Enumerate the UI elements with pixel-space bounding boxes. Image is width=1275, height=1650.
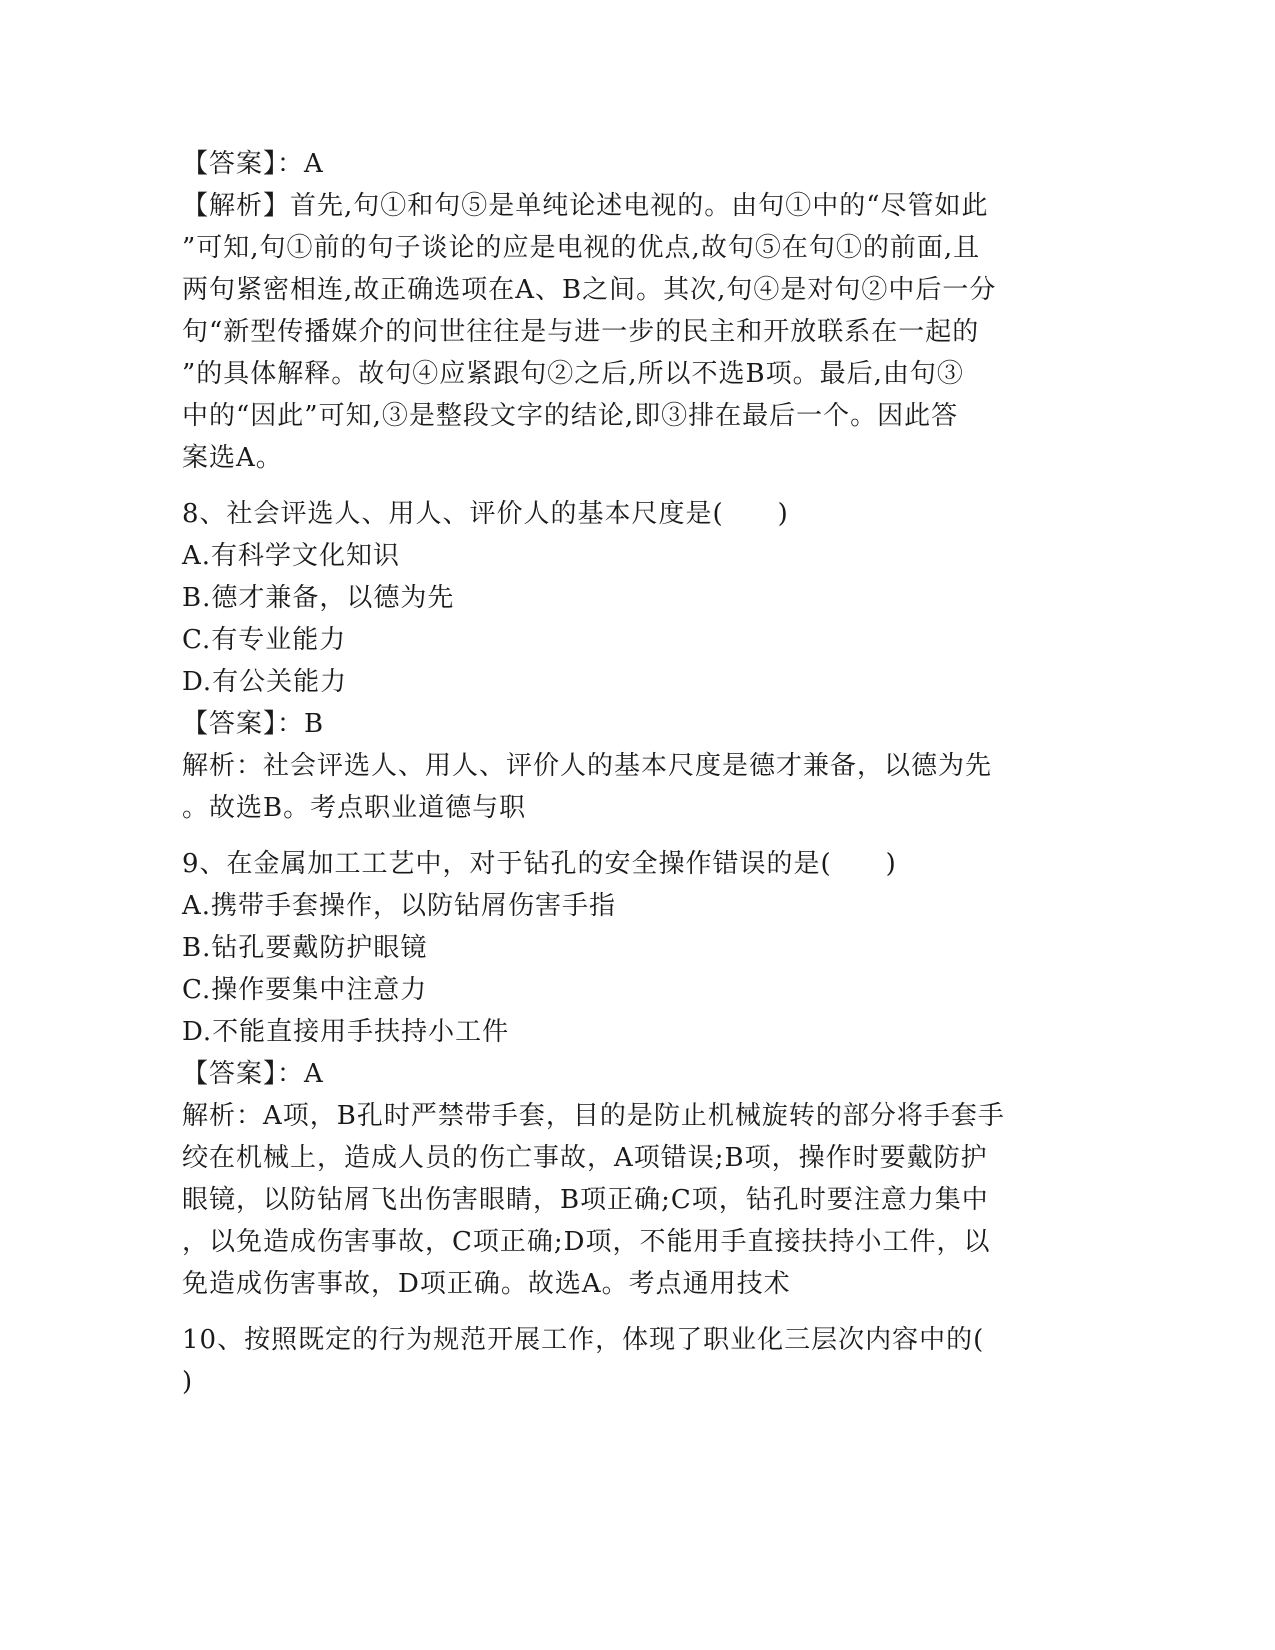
question-10-block: [182, 1319, 1062, 1403]
option-c: C.有专业能力: [182, 625, 347, 655]
option-a: A.携带手套操作，以防钻屑伤害手指: [182, 891, 617, 921]
answer-line: 【答案】：A: [182, 1059, 324, 1089]
analysis-line: 。故选B。考点职业道德与职: [182, 793, 527, 823]
option-a: A.有科学文化知识: [182, 541, 401, 571]
analysis-line: 案选A。: [182, 443, 283, 473]
spacer: [182, 479, 1062, 493]
option-b: B.钻孔要戴防护眼镜: [182, 933, 428, 963]
question-7-block: [182, 143, 1062, 479]
option-d: D.有公关能力: [182, 667, 348, 697]
question-text: 9、在金属加工工艺中，对于钻孔的安全操作错误的是( ): [182, 849, 897, 879]
analysis-line: 眼镜，以防钻屑飞出伤害眼睛，B项正确;C项，钻孔时要注意力集中: [182, 1185, 989, 1215]
analysis-line: ”的具体解释。故句④应紧跟句②之后,所以不选B项。最后,由句③: [182, 359, 964, 389]
option-b: B.德才兼备，以德为先: [182, 583, 455, 613]
spacer: [182, 1305, 1062, 1319]
answer-line: 【答案】：A: [182, 149, 324, 179]
analysis-line: 解析：社会评选人、用人、评价人的基本尺度是德才兼备，以德为先: [182, 751, 993, 781]
analysis-line: 两句紧密相连,故正确选项在A、B之间。其次,句④是对句②中后一分: [182, 275, 997, 305]
analysis-line: 句“新型传播媒介的问世往往是与进一步的民主和开放联系在一起的: [182, 317, 980, 347]
analysis-line: 中的“因此”可知,③是整段文字的结论,即③排在最后一个。因此答: [182, 401, 959, 431]
answer-line: 【答案】：B: [182, 709, 325, 739]
option-c: C.操作要集中注意力: [182, 975, 428, 1005]
analysis-line: 【解析】首先,句①和句⑤是单纯论述电视的。由句①中的“尽管如此: [182, 191, 989, 221]
document-page: [182, 143, 1062, 1403]
option-d: D.不能直接用手扶持小工件: [182, 1017, 510, 1047]
question-text: ): [182, 1367, 194, 1397]
question-8-block: [182, 493, 1062, 829]
analysis-line: ，以免造成伤害事故，C项正确;D项，不能用手直接扶持小工件，以: [182, 1227, 991, 1257]
analysis-line: 绞在机械上，造成人员的伤亡事故，A项错误;B项，操作时要戴防护: [182, 1143, 988, 1173]
analysis-line: 解析：A项，B孔时严禁带手套，目的是防止机械旋转的部分将手套手: [182, 1101, 1005, 1131]
question-9-block: [182, 843, 1062, 1305]
question-text: 10、按照既定的行为规范开展工作，体现了职业化三层次内容中的(: [182, 1325, 985, 1355]
question-text: 8、社会评选人、用人、评价人的基本尺度是( ): [182, 499, 789, 529]
analysis-line: ”可知,句①前的句子谈论的应是电视的优点,故句⑤在句①的前面,且: [182, 233, 981, 263]
spacer: [182, 829, 1062, 843]
analysis-line: 免造成伤害事故，D项正确。故选A。考点通用技术: [182, 1269, 791, 1299]
